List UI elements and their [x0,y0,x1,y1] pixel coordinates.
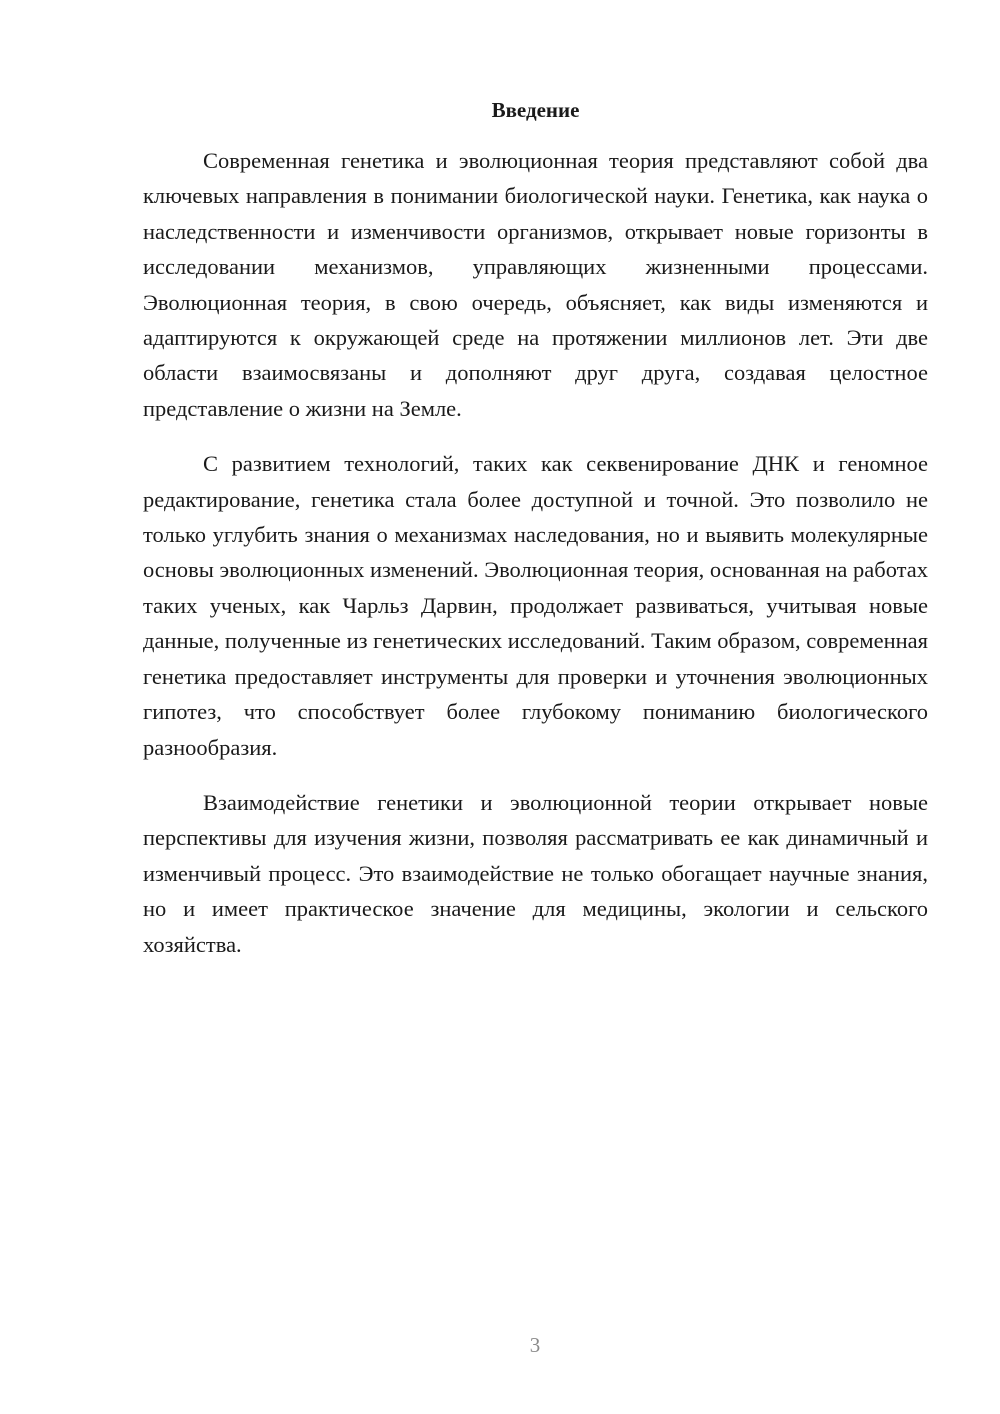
page-number: 3 [529,1333,541,1357]
section-heading: Введение [491,98,580,122]
paragraph-2: С развитием технологий, таких как секвенирование ДНК и геномное редактирование, генетика стала более доступной и точной. Это позволило не только углубить знания о механизмах наследования, но и выявить молекулярные основы эволюционных изменений. Эволюционная теория, основанная на работах таких ученых, как Чарльз Дарвин, продолжает развиваться, учитывая новые данные, полученные из генетических исследований. Таким образом, современная генетика предоставляет инструменты для проверки и уточнения эволюционных гипотез, что способствует более глубокому пониманию биологического разнообразия. [143,451,928,760]
paragraph-3: Взаимодействие генетики и эволюционной теории открывает новые перспективы для изучения жизни, позволяя рассматривать ее как динамичный и изменчивый процесс. Это взаимодействие не только обогащает научные знания, но и имеет практическое значение для медицины, экологии и сельского хозяйства. [143,789,928,957]
page-content [143,95,928,982]
paragraph-1: Современная генетика и эволюционная теория представляют собой два ключевых направления в понимании биологической науки. Генетика, как наука о наследственности и изменчивости организмов, открывает новые горизонты в исследовании механизмов, управляющих жизненными процессами. Эволюционная теория, в свою очередь, объясняет, как виды изменяются и адаптируются к окружающей среде на протяжении миллионов лет. Эти две области взаимосвязаны и дополняют друг друга, создавая целостное представление о жизни на Земле. [143,148,928,421]
